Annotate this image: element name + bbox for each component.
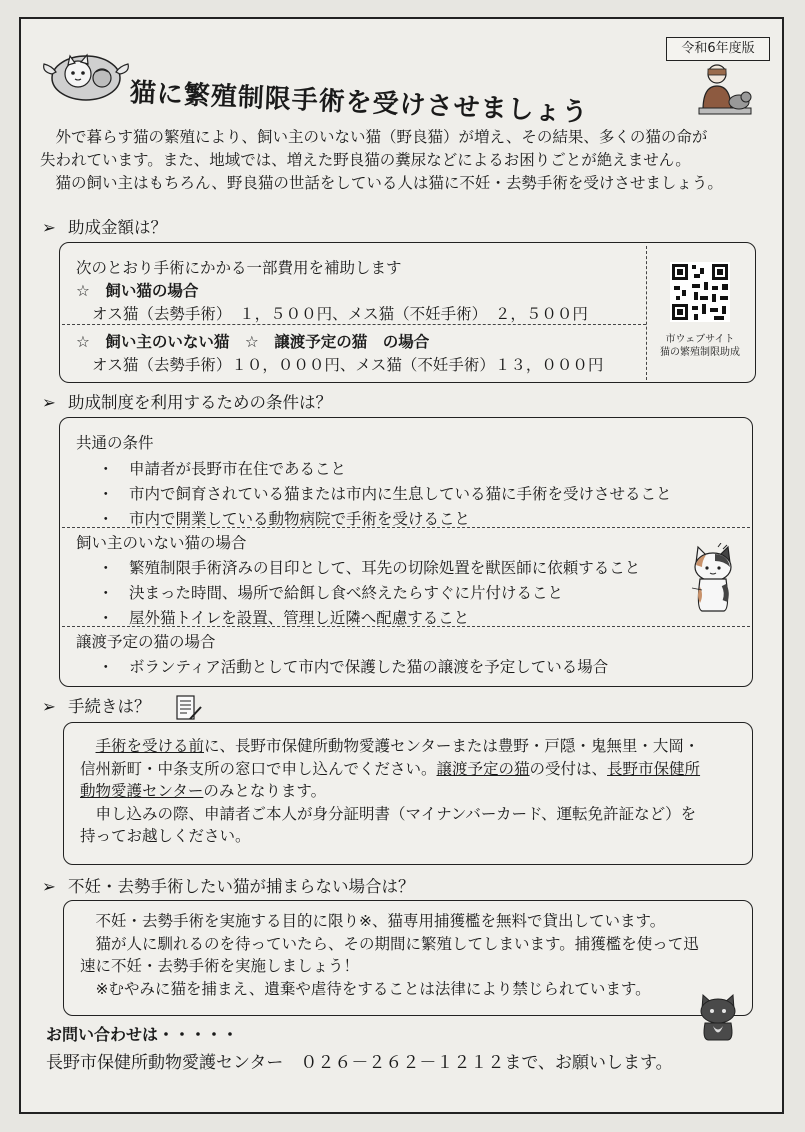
section-title: 不妊・去勢手術したい猫が捕まらない場合は？ xyxy=(68,877,415,896)
subsidy-divider xyxy=(62,324,646,325)
intro-paragraph-1a: 外で暮らす猫の繁殖により、飼い主のいない猫（野良猫）が増え、その結果、多くの猫の命が xyxy=(55,128,708,146)
maneki-neko-icon xyxy=(38,38,134,108)
edition-badge: 令和6年度版 xyxy=(666,37,770,61)
arrow-icon: ➢ xyxy=(42,877,56,896)
stray-condition-1: ・ 繁殖制限手術済みの目印として、耳先の切除処置を獣医師に依頼すること xyxy=(98,559,641,577)
common-condition-1: ・ 申請者が長野市在住であること xyxy=(98,460,347,478)
page-title: 猫に繁殖制限手術を受けさせましょう xyxy=(129,78,590,129)
qr-caption xyxy=(648,333,752,359)
section-title: 手続きは？ xyxy=(68,697,151,716)
stray-cat-fees: オス猫（去勢手術）１０，０００円、メス猫（不妊手術）１３，０００円 xyxy=(92,356,604,374)
subsidy-divider-vertical xyxy=(646,246,647,380)
underlined-health-center: 長野市保健所 xyxy=(607,759,701,778)
section-heading-conditions xyxy=(42,389,332,413)
stray-condition-3: ・ 屋外猫トイレを設置、管理し近隣へ配慮すること xyxy=(98,609,470,627)
black-cat-icon xyxy=(696,993,740,1041)
section-heading-procedure xyxy=(42,693,151,717)
vet-with-cat-icon xyxy=(695,60,755,122)
intro-paragraph-1b: 失われています。また、地域では、増えた野良猫の糞尿などによるお困りごとが絶えません。 xyxy=(40,151,691,169)
procedure-line-3-rest: のみとなります。 xyxy=(203,782,327,800)
owned-cat-fees: オス猫（去勢手術） １，５００円、メス猫（不妊手術） ２，５００円 xyxy=(92,305,588,323)
section-title: 助成制度を利用するための条件は？ xyxy=(68,393,332,412)
stray-condition-2: ・ 決まった時間、場所で給餌し食べ終えたらすぐに片付けること xyxy=(98,584,564,602)
procedure-text xyxy=(80,735,750,848)
procedure-line-5: 持ってお越しください。 xyxy=(80,827,251,845)
procedure-line-4: 申し込みの際、申請者ご本人が身分証明書（マイナンバーカード、運転免許証など）を xyxy=(95,804,697,823)
document-pen-icon xyxy=(173,693,203,723)
procedure-line-1-rest: に、長野市保健所動物愛護センターまたは豊野・戸隠・鬼無里・大岡・ xyxy=(204,737,700,755)
contact-label: お問い合わせは・・・・・ xyxy=(46,1025,239,1044)
stray-cat-heading: ☆ 飼い主のいない猫 ☆ 譲渡予定の猫 の場合 xyxy=(76,333,430,351)
contact-line: 長野市保健所動物愛護センター ０２６－２６２－１２１２まで、お願いします。 xyxy=(46,1053,673,1073)
procedure-line-2 xyxy=(80,758,750,781)
section-heading-trap xyxy=(42,873,415,897)
arrow-icon: ➢ xyxy=(42,697,56,716)
underlined-transfer-cat: 譲渡予定の猫 xyxy=(436,759,530,778)
qr-code-icon[interactable] xyxy=(670,262,730,322)
underlined-animal-center: 動物愛護センター xyxy=(80,782,204,800)
stray-conditions-heading: 飼い主のいない猫の場合 xyxy=(76,534,247,552)
transfer-conditions-heading: 譲渡予定の猫の場合 xyxy=(76,633,216,651)
arrow-icon: ➢ xyxy=(42,393,56,412)
intro-text xyxy=(40,126,770,195)
section-title: 助成金額は？ xyxy=(68,218,167,237)
transfer-condition-1: ・ ボランティア活動として市内で保護した猫の譲渡を予定している場合 xyxy=(98,658,609,676)
procedure-line-3 xyxy=(80,780,750,803)
qr-caption-line-2: 猫の繁殖制限助成 xyxy=(660,347,740,358)
trap-line-2: 猫が人に馴れるのを待っていたら、その期間に繁殖してしまいます。捕獲檻を使って迅 xyxy=(95,934,699,953)
trap-line-3: 速に不妊・去勢手術を実施しましょう！ xyxy=(80,957,360,975)
owned-cat-heading: ☆ 飼い猫の場合 xyxy=(76,282,199,300)
arrow-icon: ➢ xyxy=(42,218,56,237)
trap-line-1: 不妊・去勢手術を実施する目的に限り※、猫専用捕獲檻を無料で貸出しています。 xyxy=(95,912,666,930)
section-heading-subsidy xyxy=(42,214,167,238)
procedure-line-1 xyxy=(80,735,750,758)
common-conditions-heading: 共通の条件 xyxy=(76,434,154,452)
procedure-line-2-b: の受付は、 xyxy=(529,759,608,778)
calico-cat-icon xyxy=(688,543,738,615)
trap-line-4: ※むやみに猫を捕まえ、遺棄や虐待をすることは法律により禁じられています。 xyxy=(95,979,651,998)
subsidy-lead: 次のとおり手術にかかる一部費用を補助します xyxy=(76,259,402,277)
trap-text xyxy=(80,910,750,1000)
underlined-before-surgery: 手術を受ける前 xyxy=(95,737,205,755)
common-condition-2: ・ 市内で飼育されている猫または市内に生息している猫に手術を受けさせること xyxy=(98,485,672,503)
procedure-line-2-a: 信州新町・中条支所の窓口で申し込んでください。 xyxy=(80,759,437,778)
intro-paragraph-2: 猫の飼い主はもちろん、野良猫の世話をしている人は猫に不妊・去勢手術を受けさせましょう。 xyxy=(55,174,723,192)
qr-caption-line-1: 市ウェブサイト xyxy=(665,334,735,345)
common-condition-3: ・ 市内で開業している動物病院で手術を受けること xyxy=(98,510,471,528)
